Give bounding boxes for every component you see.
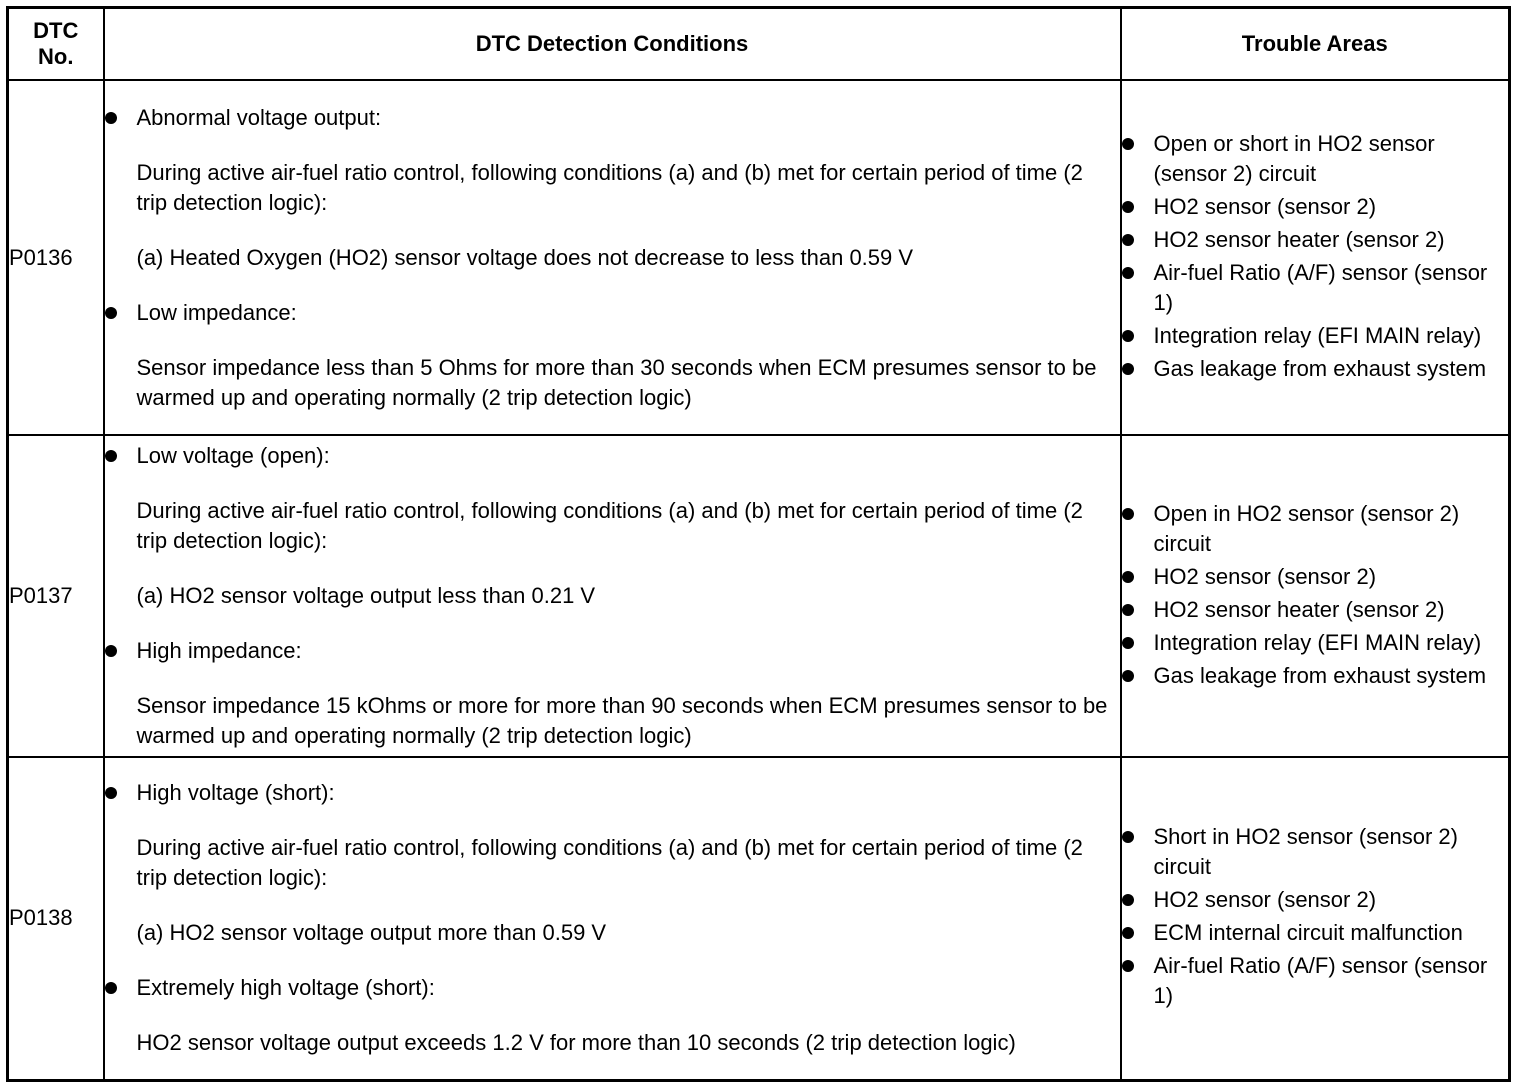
bullet-icon xyxy=(105,645,117,657)
bullet-icon xyxy=(1122,604,1134,616)
list-item: Short in HO2 sensor (sensor 2) circuit xyxy=(1122,822,1509,882)
dtc-code: P0136 xyxy=(8,80,104,435)
table-row xyxy=(8,435,1510,757)
condition-text: (a) HO2 sensor voltage output more than 0.59 V xyxy=(136,920,607,946)
bullet-icon xyxy=(1122,508,1134,520)
trouble-areas xyxy=(1121,757,1510,1080)
trouble-areas xyxy=(1121,80,1510,435)
condition-block xyxy=(105,973,1120,1058)
condition-label: Low impedance: xyxy=(136,299,297,325)
bullet-icon xyxy=(1122,637,1134,649)
bullet-icon xyxy=(105,982,117,994)
condition-block xyxy=(105,441,1120,611)
condition-block xyxy=(105,298,1120,413)
bullet-icon xyxy=(1122,927,1134,939)
condition-text: During active air-fuel ratio control, following conditions (a) and (b) met for certain period of time (2 trip detection logic): xyxy=(136,498,1083,553)
condition-label: Abnormal voltage output: xyxy=(136,104,382,130)
condition-text: (a) Heated Oxygen (HO2) sensor voltage does not decrease to less than 0.59 V xyxy=(136,244,914,270)
list-item: Integration relay (EFI MAIN relay) xyxy=(1122,628,1509,658)
list-item: Open in HO2 sensor (sensor 2) circuit xyxy=(1122,499,1509,559)
trouble-area-list xyxy=(1122,129,1509,384)
bullet-icon xyxy=(1122,960,1134,972)
bullet-icon xyxy=(1122,831,1134,843)
bullet-icon xyxy=(1122,138,1134,150)
list-item: Gas leakage from exhaust system xyxy=(1122,354,1509,384)
trouble-area-list xyxy=(1122,499,1509,691)
bullet-icon xyxy=(1122,894,1134,906)
condition-block xyxy=(105,636,1120,751)
condition-block xyxy=(105,778,1120,948)
list-item: ECM internal circuit malfunction xyxy=(1122,918,1509,948)
condition-block xyxy=(105,103,1120,273)
table-row xyxy=(8,757,1510,1080)
condition-text: HO2 sensor voltage output exceeds 1.2 V for more than 10 seconds (2 trip detection logic) xyxy=(136,1030,1016,1056)
condition-text: Sensor impedance less than 5 Ohms for more than 30 seconds when ECM presumes sensor to be warmed up and operating normally (2 trip detection logic) xyxy=(136,354,1097,410)
bullet-icon xyxy=(1122,234,1134,246)
list-item: Open or short in HO2 sensor (sensor 2) circuit xyxy=(1122,129,1509,189)
list-item: Air-fuel Ratio (A/F) sensor (sensor 1) xyxy=(1122,258,1509,318)
header-dtc-no: DTC No. xyxy=(8,8,104,81)
list-item: HO2 sensor (sensor 2) xyxy=(1122,192,1509,222)
condition-label: Extremely high voltage (short): xyxy=(136,975,435,1001)
list-item: Air-fuel Ratio (A/F) sensor (sensor 1) xyxy=(1122,951,1509,1011)
bullet-icon xyxy=(105,307,117,319)
list-item: Gas leakage from exhaust system xyxy=(1122,661,1509,691)
condition-label: Low voltage (open): xyxy=(136,443,330,468)
bullet-icon xyxy=(105,112,117,124)
detection-conditions xyxy=(104,757,1121,1080)
header-trouble-areas: Trouble Areas xyxy=(1121,8,1510,81)
condition-text: Sensor impedance 15 kOhms or more for more than 90 seconds when ECM presumes sensor to be warmed up and operating normally (2 trip detection logic) xyxy=(136,693,1108,748)
bullet-icon xyxy=(1122,330,1134,342)
condition-label: High impedance: xyxy=(136,638,302,663)
header-row xyxy=(8,8,1510,81)
condition-text: During active air-fuel ratio control, following conditions (a) and (b) met for certain period of time (2 trip detection logic): xyxy=(136,835,1083,891)
detection-conditions xyxy=(104,80,1121,435)
dtc-code: P0137 xyxy=(8,435,104,757)
list-item: Integration relay (EFI MAIN relay) xyxy=(1122,321,1509,351)
condition-text: (a) HO2 sensor voltage output less than 0.21 V xyxy=(136,583,596,608)
page xyxy=(6,6,1508,1080)
condition-label: High voltage (short): xyxy=(136,780,335,806)
trouble-areas xyxy=(1121,435,1510,757)
table-row xyxy=(8,80,1510,435)
bullet-icon xyxy=(1122,670,1134,682)
list-item: HO2 sensor (sensor 2) xyxy=(1122,562,1509,592)
dtc-code: P0138 xyxy=(8,757,104,1080)
trouble-area-list xyxy=(1122,822,1509,1011)
bullet-icon xyxy=(105,787,117,799)
bullet-icon xyxy=(1122,267,1134,279)
list-item: HO2 sensor (sensor 2) xyxy=(1122,885,1509,915)
bullet-icon xyxy=(1122,571,1134,583)
list-item: HO2 sensor heater (sensor 2) xyxy=(1122,225,1509,255)
detection-conditions xyxy=(104,435,1121,757)
header-detection-conditions: DTC Detection Conditions xyxy=(104,8,1121,81)
bullet-icon xyxy=(105,450,117,462)
dtc-table xyxy=(6,6,1511,1082)
bullet-icon xyxy=(1122,201,1134,213)
list-item: HO2 sensor heater (sensor 2) xyxy=(1122,595,1509,625)
condition-text: During active air-fuel ratio control, following conditions (a) and (b) met for certain period of time (2 trip detection logic): xyxy=(136,159,1083,215)
bullet-icon xyxy=(1122,363,1134,375)
